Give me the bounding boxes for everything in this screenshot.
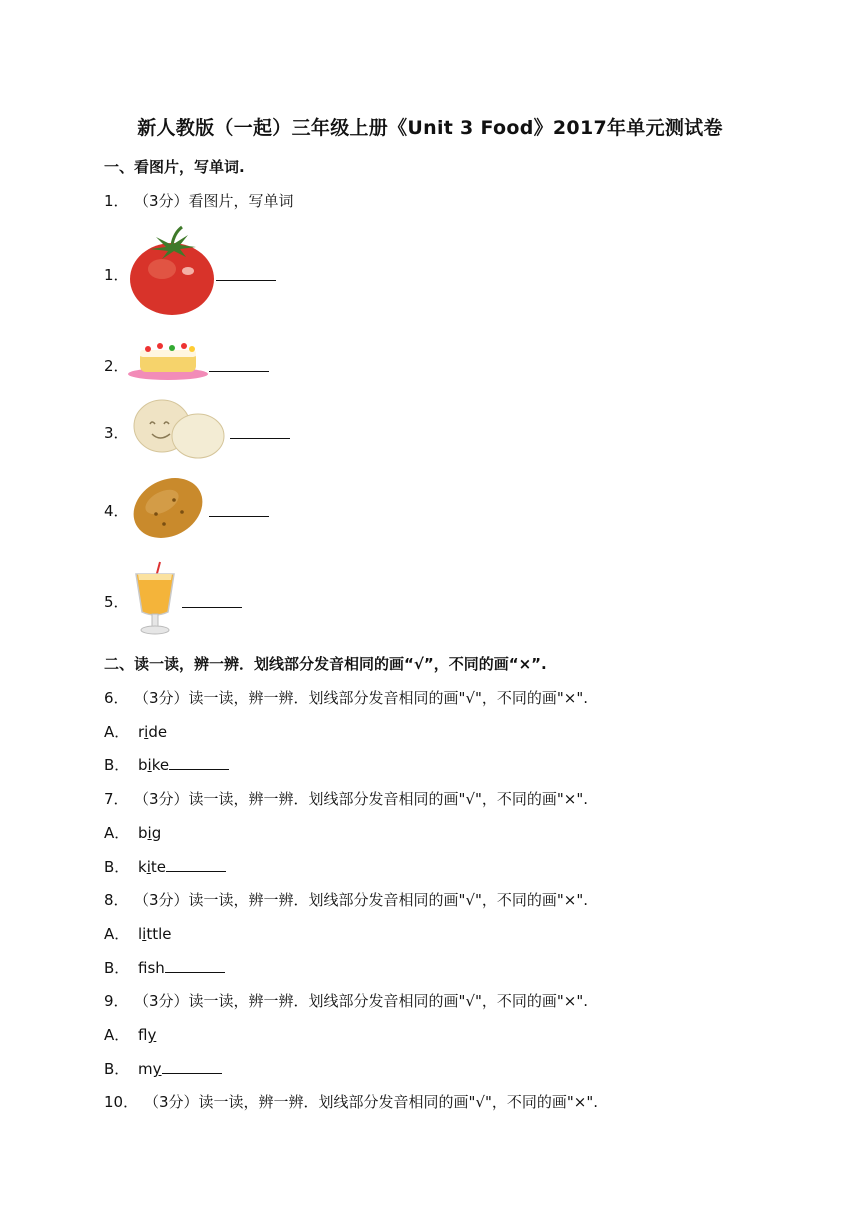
question-text: （3分）看图片，写单词 (134, 192, 294, 210)
option-a: A． ride (104, 723, 168, 741)
question-number: 7． (104, 790, 129, 808)
question-8 (104, 889, 588, 910)
underlined-letter: i (146, 858, 151, 876)
answer-blank-1[interactable] (216, 266, 276, 281)
question-6 (104, 687, 588, 708)
question-text: （3分）读一读，辨一辨．划线部分发音相同的画"√"，不同的画"×". (134, 992, 589, 1010)
question-number: 10． (104, 1093, 139, 1111)
question-text: （3分）读一读，辨一辨．划线部分发音相同的画"√"，不同的画"×". (144, 1093, 599, 1111)
section-1-heading: 一、看图片，写单词. (104, 158, 245, 176)
answer-blank-2[interactable] (209, 357, 269, 372)
potato-icon (128, 470, 208, 546)
item-number: 4． (104, 502, 129, 520)
answer-blank-8[interactable] (165, 958, 225, 973)
question-number: 1． (104, 192, 129, 210)
eggs-icon (128, 396, 228, 462)
question-number: 8． (104, 891, 129, 909)
answer-blank-9[interactable] (162, 1059, 222, 1074)
item-number: 5． (104, 593, 129, 611)
answer-blank-4[interactable] (209, 502, 269, 517)
option-a: A． little (104, 925, 172, 943)
option-b: B． fsh (104, 957, 225, 978)
question-text: （3分）读一读，辨一辨．划线部分发音相同的画"√"，不同的画"×". (134, 689, 589, 707)
question-text: （3分）读一读，辨一辨．划线部分发音相同的画"√"，不同的画"×". (134, 790, 589, 808)
item-number: 3． (104, 424, 129, 442)
cake-icon (126, 336, 210, 382)
item-number: 2． (104, 357, 129, 375)
question-text: （3分）读一读，辨一辨．划线部分发音相同的画"√"，不同的画"×". (134, 891, 589, 909)
option-a: A． fly (104, 1026, 157, 1044)
underlined-letter: y (152, 1060, 162, 1078)
option-b: B． kite (104, 856, 226, 877)
underlined-letter: i (144, 723, 149, 741)
question-10 (104, 1091, 598, 1112)
underlined-letter: i (147, 756, 152, 774)
underlined-letter: i (147, 824, 152, 842)
question-7 (104, 788, 588, 809)
juice-glass-icon (128, 560, 182, 638)
page-title: 新人教版（一起）三年级上册《Unit 3 Food》2017年单元测试卷 (137, 117, 723, 139)
underlined-letter: i (142, 925, 147, 943)
answer-blank-6[interactable] (169, 755, 229, 770)
option-b: B． bike (104, 754, 229, 775)
option-a: A． big (104, 824, 162, 842)
answer-blank-3[interactable] (230, 424, 290, 439)
tomato-icon (126, 223, 218, 319)
option-b: B． my (104, 1058, 222, 1079)
answer-blank-5[interactable] (182, 593, 242, 608)
section-2-heading: 二、读一读，辨一辨．划线部分发音相同的画“√”，不同的画“×”. (104, 655, 547, 673)
question-number: 6． (104, 689, 129, 707)
answer-blank-7[interactable] (166, 857, 226, 872)
question-9 (104, 990, 588, 1011)
underlined-letter: y (147, 1026, 157, 1044)
question-number: 9． (104, 992, 129, 1010)
question-1 (104, 190, 294, 211)
item-number: 1． (104, 266, 129, 284)
